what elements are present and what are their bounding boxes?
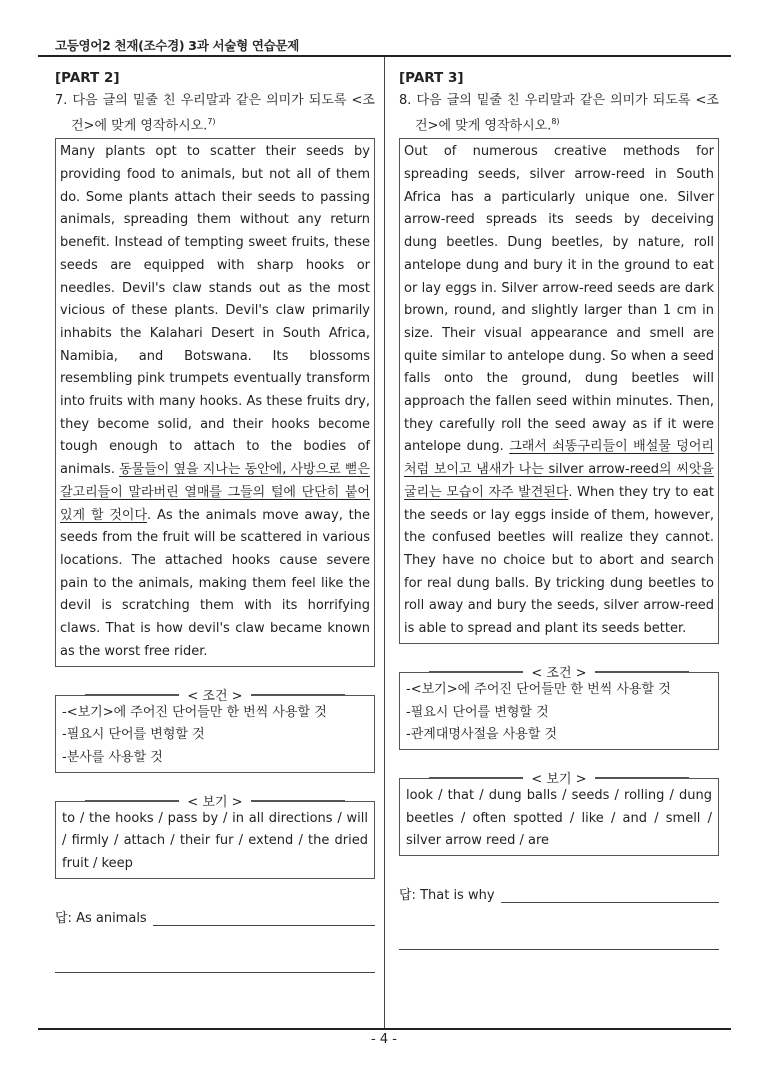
answer-8-line-2[interactable]	[399, 935, 719, 950]
wordbank-7	[55, 794, 375, 879]
condition-item: -필요시 단어를 변형할 것	[62, 727, 205, 743]
question-7	[55, 90, 375, 136]
part2-column	[55, 70, 375, 973]
wordbank-7-words: to / the hooks / pass by / in all directions / will / firmly / attach / their fur / extend / the dried fruit / keep	[62, 810, 368, 872]
answer-8-prefix: 답: That is why	[399, 888, 495, 904]
page-number: - 4 -	[371, 1032, 397, 1047]
condition-item: -<보기>에 주어진 단어들만 한 번씩 사용할 것	[406, 681, 671, 697]
wordbank-8-title: < 보기 >	[523, 772, 594, 787]
answer-8	[399, 884, 719, 903]
condition-item: -<보기>에 주어진 단어들만 한 번씩 사용할 것	[62, 704, 327, 720]
passage-8-before: Out of numerous creative methods for spreading seeds, silver arrow-reed in South Africa has a particularly unique one. Silver arrow-reed spreads its seeds by deceiving dung beetles. Dung beetles, by nature, roll antelope dung and bury it in the ground to eat or lay eggs in. Silver arrow-reed seeds are dark brown, round, and slightly larger than 1 cm in size. Their visual appearance and smell are quite similar to antelope dung. So when a seed falls onto the ground, dung beetles will approach the fallen seed within minutes. Then, they carefully roll the seed away as if it were antelope dung.	[404, 144, 714, 455]
question-7-text: 다음 글의 밑줄 친 우리말과 같은 의미가 되도록 <조건>에 맞게 영작하시오.	[71, 93, 375, 134]
condition-item: -필요시 단어를 변형할 것	[406, 704, 549, 720]
question-8-number: 8.	[399, 93, 412, 108]
wordbank-8-words: look / that / dung balls / seeds / rolling / dung beetles / often spotted / like / and / smell / silver arrow reed / are	[406, 787, 712, 849]
passage-7-before: Many plants opt to scatter their seeds by providing food to animals, but not all of them do. Some plants attach their seeds to passing animals, spreading them without any return benefit. Instead of tempting sweet fruits, these seeds are equipped with sharp hooks or needles. Devil's claw stands out as the most vicious of these plants. Devil's claw primarily inhabits the Kalahari Desert in South Africa, Namibia, and Botswana. Its blossoms resembling pink trumpets eventually transform into fruits with many hooks. As these fruits dry, they become solid, and their hooks become tough enough to attach to the bodies of animals.	[60, 144, 370, 478]
footer-rule	[38, 1028, 731, 1030]
passage-7	[55, 138, 375, 666]
part3-column	[399, 70, 719, 950]
passage-8-after: . When they try to eat the seeds or lay eggs inside of them, however, the confused beetles will realize they cannot. They have no choice but to abort and search for real dung balls. By tricking dung beetles to roll away and bury the seeds, silver arrow-reed is able to spread and plant its seeds better.	[404, 484, 714, 637]
answer-7	[55, 907, 375, 926]
passage-8-underlined: 그래서 쇠똥구리들이 배설물 덩어리처럼 보이고 냄새가 나는 silver arrow-reed의 씨앗을 굴리는 모습이 자주 발견된다	[404, 439, 714, 500]
wordbank-8	[399, 771, 719, 856]
condition-item: -관계대명사절을 사용할 것	[406, 727, 558, 743]
question-8	[399, 90, 719, 136]
condition-item: -분사를 사용할 것	[62, 749, 163, 765]
passage-8	[399, 138, 719, 643]
passage-7-after: . As the animals move away, the seeds from the fruit will be scattered in various locations. The attached hooks cause severe pain to the animals, making them feel like the devil is scratching them with its horrifying claws. That is how devil's claw became known as the worst free rider.	[60, 507, 370, 659]
answer-8-line[interactable]	[501, 888, 719, 903]
answer-7-prefix: 답: As animals	[55, 910, 147, 926]
conditions-7	[55, 688, 375, 773]
passage-7-underlined: 동물들이 옆을 지나는 동안에, 사방으로 뻗은 갈고리들이 말라버린 열매를 그들의 털에 단단히 붙어 있게 할 것이다	[60, 462, 370, 523]
wordbank-7-title: < 보기 >	[179, 795, 250, 810]
part2-label: [PART 2]	[55, 70, 120, 86]
question-7-number: 7.	[55, 93, 68, 108]
conditions-8	[399, 665, 719, 750]
page-header: 고등영어2 천재(조수경) 3과 서술형 연습문제	[55, 38, 300, 53]
conditions-7-title: < 조건 >	[179, 689, 250, 704]
question-8-text: 다음 글의 밑줄 친 우리말과 같은 의미가 되도록 <조건>에 맞게 영작하시오.	[415, 93, 719, 134]
footnote-7: 7)	[207, 117, 216, 126]
conditions-8-title: < 조건 >	[523, 666, 594, 681]
footnote-8: 8)	[551, 117, 560, 126]
answer-7-line-2[interactable]	[55, 958, 375, 973]
column-divider	[384, 57, 385, 1028]
part3-label: [PART 3]	[399, 70, 464, 86]
answer-7-line[interactable]	[153, 911, 375, 926]
